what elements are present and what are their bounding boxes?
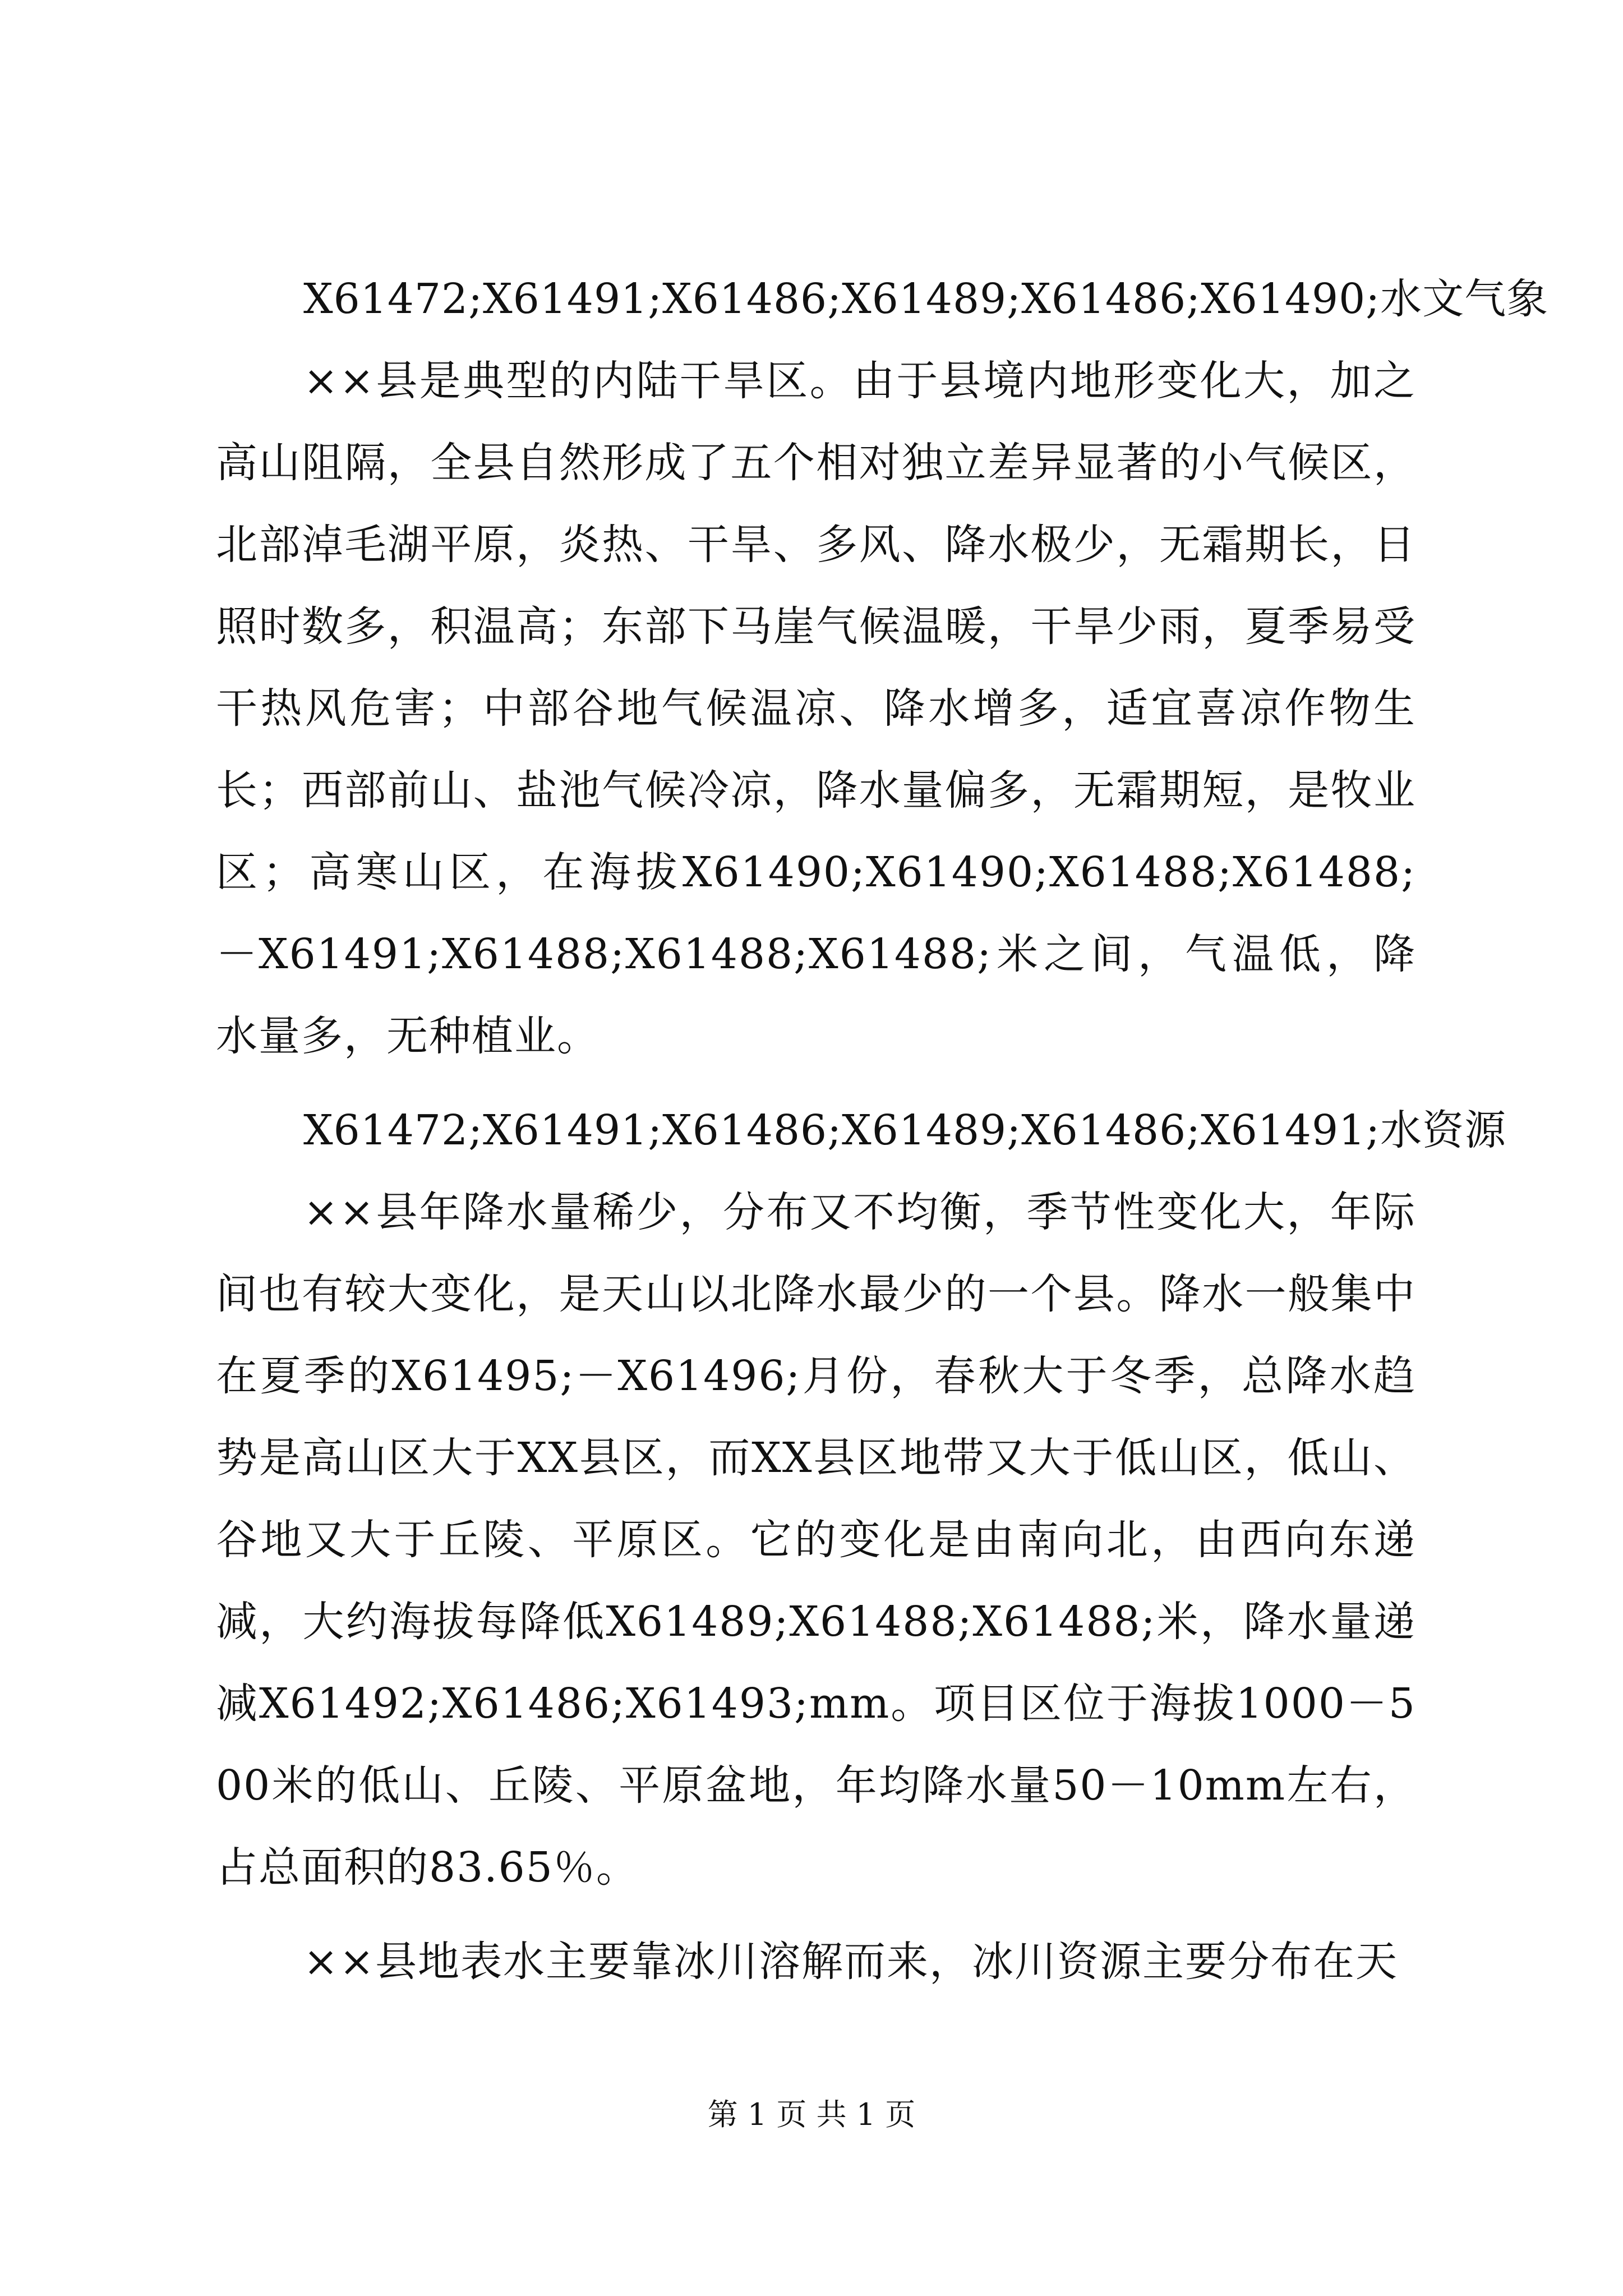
paragraph-climate: ××县是典型的内陆干旱区。由于县境内地形变化大，加之高山阻隔，全县自然形成了五个相对独立差异显著的小气候区，北部淖毛湖平原，炎热、干旱、多风、降水极少，无霜期长，日照时数多，积温高；东部下马崖气候温暖，干旱少雨，夏季易受干热风危害；中部谷地气候温凉、降水增多，适宜喜凉作物生长；西部前山、盐池气候冷凉，降水量偏多，无霜期短，是牧业区；高寒山区，在海拔X61490;X61490;X61488;X61488;－X61491;X61488;X61488;X61488;米之间，气温低，降水量多，无种植业。: [216, 357, 1416, 1060]
section-heading-hydrometeorology: X61472;X61491;X61486;X61489;X61486;X61490;水文气象: [303, 275, 1549, 323]
paragraph-precipitation: ××县年降水量稀少，分布又不均衡，季节性变化大，年际间也有较大变化，是天山以北降水最少的一个县。降水一般集中在夏季的X61495;－X61496;月份，春秋大于冬季，总降水趋势是高山区大于XX县区，而XX县区地带又大于低山区，低山、谷地又大于丘陵、平原区。它的变化是由南向北，由西向东递减，大约海拔每降低X61489;X61488;X61488;米，降水量递减X61492;X61486;X61493;mm。项目区位于海拔1000－500米的低山、丘陵、平原盆地，年均降水量50－10mm左右，占总面积的83.65％。: [216, 1188, 1416, 1892]
section-heading-water-resources: X61472;X61491;X61486;X61489;X61486;X61491;水资源: [303, 1106, 1507, 1154]
page-footer: 第 1 页 共 1 页: [707, 2097, 916, 2132]
document-body: [216, 258, 1549, 2003]
paragraph-surface-water: ××县地表水主要靠冰川溶解而来，冰川资源主要分布在天: [303, 1938, 1399, 1986]
